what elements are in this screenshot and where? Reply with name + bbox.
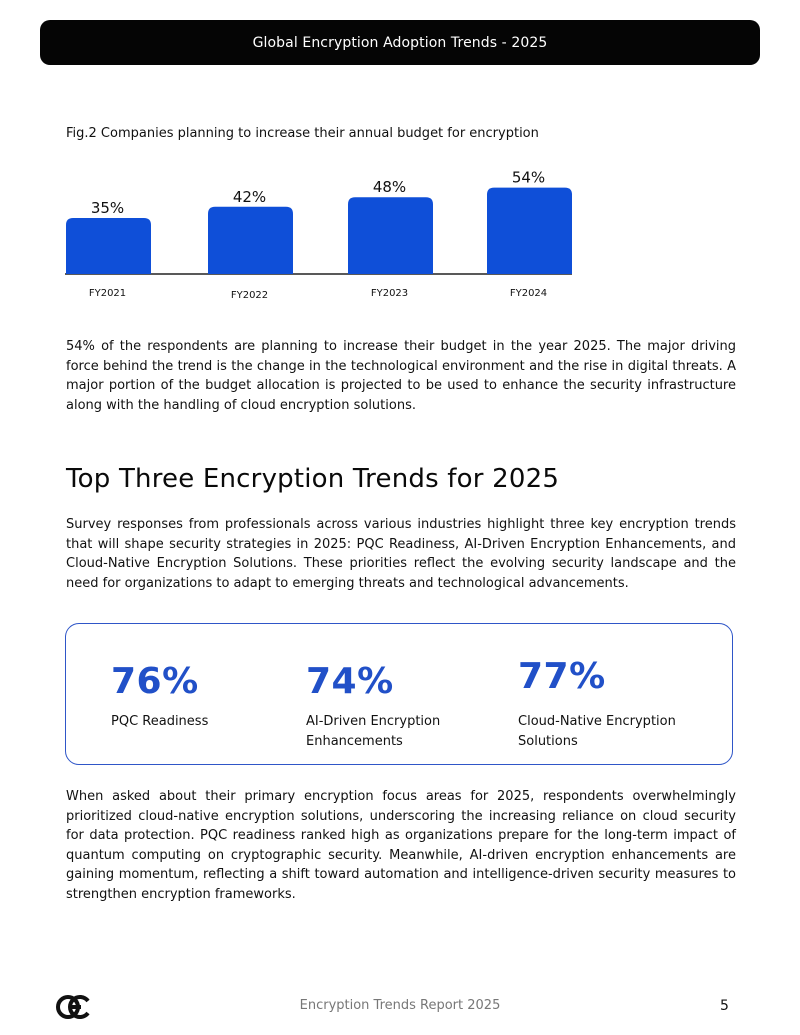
x-tick-label: FY2023	[370, 288, 409, 299]
x-tick-label: FY2024	[509, 288, 548, 299]
stat-label: PQC Readiness	[111, 714, 209, 729]
section-heading: Top Three Encryption Trends for 2025	[66, 464, 560, 494]
bar-data-label: 54%	[511, 168, 546, 187]
stats-card	[65, 623, 733, 765]
x-tick-label: FY2022	[230, 290, 269, 301]
focus-areas-paragraph: When asked about their primary encryption focus areas for 2025, respondents overwhelmingly prioritized cloud-native encryption solutions, underscoring the increasing reliance on cloud security for data protection. PQC readiness ranked high as organizations prepare for the long-term impact of quantum computing on cryptographic security. Meanwhile, AI-driven encryption enhancements are gaining momentum, reflecting a shift toward automation and intelligence-driven security measures to strengthen encryption frameworks.	[66, 789, 736, 902]
stat-cloud-native-encryption	[518, 657, 693, 751]
page-number: 5	[720, 998, 729, 1014]
bar-data-label: 48%	[372, 178, 407, 197]
figure-caption: Fig.2 Companies planning to increase their annual budget for encryption	[66, 126, 539, 141]
budget-bar-chart	[60, 160, 580, 310]
stat-value: 74%	[306, 661, 394, 702]
bar-fy2021	[66, 218, 151, 274]
stat-ai-driven-encryption	[306, 662, 466, 751]
page-header-title: Global Encryption Adoption Trends - 2025	[252, 34, 548, 51]
page-header-bar	[40, 20, 760, 65]
stat-label: AI-Driven Encryption Enhancements	[306, 714, 441, 749]
bar-data-label: 42%	[232, 187, 267, 206]
bar-fy2022	[208, 207, 293, 274]
bar-fy2024	[487, 188, 572, 274]
stat-label: Cloud-Native Encryption Solutions	[518, 714, 676, 749]
x-tick-label: FY2021	[88, 288, 127, 299]
trends-intro-paragraph: Survey responses from professionals across various industries highlight three key encryption trends that will shape security strategies in 2025: PQC Readiness, AI-Driven Encryption Enhancements, and Cloud-Native Encryption Solutions. These priorities reflect the evolving security landscape and the need for organizations to adapt to emerging threats and technological advancements.	[66, 517, 736, 591]
footer-report-name: Encryption Trends Report 2025	[299, 998, 501, 1013]
stat-value: 76%	[111, 661, 199, 702]
bar-fy2023	[348, 197, 433, 274]
bar-data-label: 35%	[90, 199, 125, 217]
stat-pqc-readiness	[111, 662, 281, 732]
budget-paragraph: 54% of the respondents are planning to increase their budget in the year 2025. The major driving force behind the trend is the change in the technological environment and the rise in digital threats. A major portion of the budget allocation is projected to be used to enhance the security infrastructure along with the handling of cloud encryption solutions.	[66, 339, 736, 413]
stat-value: 77%	[518, 656, 606, 697]
